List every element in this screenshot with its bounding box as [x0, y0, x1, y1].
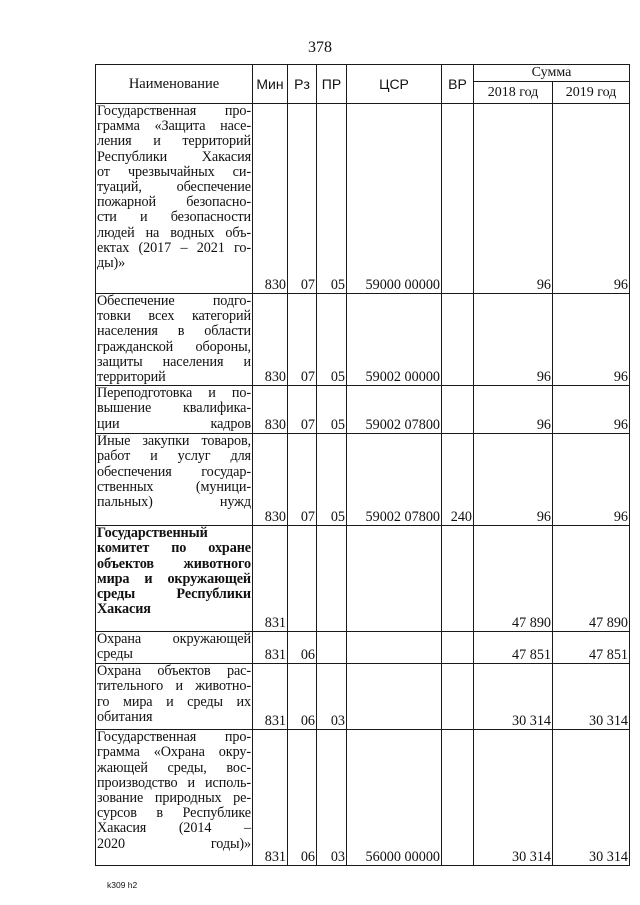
header-vr: ВР: [442, 65, 474, 104]
row-min: 831: [253, 730, 288, 866]
row-vr: [442, 730, 474, 866]
row-name: Иные закупки товаров, работ и услуг для обеспечения государ- ственных (муници- пальных) нужд: [96, 434, 253, 526]
table-row: [96, 104, 630, 294]
footer-code: k309 h2: [107, 880, 138, 890]
row-vr: [442, 664, 474, 730]
row-csr: [347, 664, 442, 730]
row-sum-2018: 96: [474, 386, 553, 434]
row-vr: [442, 294, 474, 386]
row-pr: 05: [317, 104, 347, 294]
row-csr: [347, 526, 442, 632]
row-rz: 07: [288, 434, 317, 526]
row-pr: 03: [317, 664, 347, 730]
row-csr: 59002 07800: [347, 386, 442, 434]
row-rz: 06: [288, 632, 317, 664]
row-sum-2018: 96: [474, 434, 553, 526]
table-row: [96, 730, 630, 866]
row-sum-2019: 96: [553, 386, 630, 434]
row-sum-2019: 96: [553, 434, 630, 526]
row-rz: 06: [288, 664, 317, 730]
row-name: Государственная про- грамма «Охрана окру- жающей среды, вос- производство и исполь- зование природных ре- сурсов в Республике Хакасия (2014 – 2020 годы)»: [96, 730, 253, 866]
row-sum-2019: 47 851: [553, 632, 630, 664]
row-min: 830: [253, 104, 288, 294]
row-csr: 59002 07800: [347, 434, 442, 526]
row-vr: 240: [442, 434, 474, 526]
row-name: Переподготовка и по- вышение квалифика- ции кадров: [96, 386, 253, 434]
row-sum-2019: 30 314: [553, 664, 630, 730]
budget-table: [95, 64, 630, 866]
row-csr: [347, 632, 442, 664]
page-number: 378: [308, 39, 332, 56]
table-row: [96, 434, 630, 526]
row-rz: 06: [288, 730, 317, 866]
row-vr: [442, 632, 474, 664]
row-pr: [317, 632, 347, 664]
row-sum-2019: 96: [553, 104, 630, 294]
row-min: 830: [253, 294, 288, 386]
row-rz: [288, 526, 317, 632]
table-row: [96, 386, 630, 434]
row-sum-2018: 30 314: [474, 730, 553, 866]
row-vr: [442, 526, 474, 632]
row-sum-2018: 96: [474, 104, 553, 294]
row-pr: 05: [317, 434, 347, 526]
row-pr: [317, 526, 347, 632]
table-body: [96, 104, 630, 866]
row-sum-2019: 47 890: [553, 526, 630, 632]
row-name: Обеспечение подго- товки всех категорий населения в области гражданской обороны, защиты населения и территорий: [97, 293, 251, 386]
row-csr: 56000 00000: [347, 730, 442, 866]
row-sum-2018: 30 314: [474, 664, 553, 730]
row-csr: 59002 00000: [347, 294, 442, 386]
row-pr: 05: [317, 386, 347, 434]
row-min: 831: [253, 526, 288, 632]
row-name: Государственная про- грамма «Защита насе- ления и территорий Республики Хакасия от чрезвычайных си- туаций, обеспечение пожарной безопасно- сти и безопасности людей на водных объ- ектах (2017 – 2021 го- ды)»: [96, 104, 253, 294]
row-vr: [442, 104, 474, 294]
table-row: [96, 632, 630, 664]
header-sum: Сумма: [474, 65, 630, 82]
header-rz: Рз: [288, 65, 317, 104]
row-pr: 03: [317, 730, 347, 866]
row-sum-2018: 47 851: [474, 632, 553, 664]
header-pr: ПР: [317, 65, 347, 104]
header-name: Наименование: [96, 65, 253, 104]
row-pr: 05: [317, 294, 347, 386]
header-year-2018: 2018 год: [474, 82, 553, 104]
row-rz: 07: [288, 386, 317, 434]
row-sum-2018: 96: [474, 294, 553, 386]
header-year-2019: 2019 год: [553, 82, 630, 104]
row-sum-2018: 47 890: [474, 526, 553, 632]
table-row: [96, 294, 630, 386]
row-min: 830: [253, 434, 288, 526]
row-min: 831: [253, 664, 288, 730]
row-name: Охрана окружающей среды: [97, 631, 251, 663]
table-row: [96, 526, 630, 632]
row-vr: [442, 386, 474, 434]
table-row: [96, 664, 630, 730]
row-name: Государственный комитет по охране объектов животного мира и окружающей среды Республики Хакасия: [96, 526, 253, 632]
row-name: Охрана объектов рас- тительного и животно- го мира и среды их обитания: [96, 664, 253, 730]
row-rz: 07: [288, 294, 317, 386]
header-csr: ЦСР: [347, 65, 442, 104]
header-min: Мин: [253, 65, 288, 104]
row-min: 830: [253, 386, 288, 434]
row-rz: 07: [288, 104, 317, 294]
row-csr: 59000 00000: [347, 104, 442, 294]
row-sum-2019: 96: [553, 294, 630, 386]
row-sum-2019: 30 314: [553, 730, 630, 866]
row-min: 831: [253, 632, 288, 664]
